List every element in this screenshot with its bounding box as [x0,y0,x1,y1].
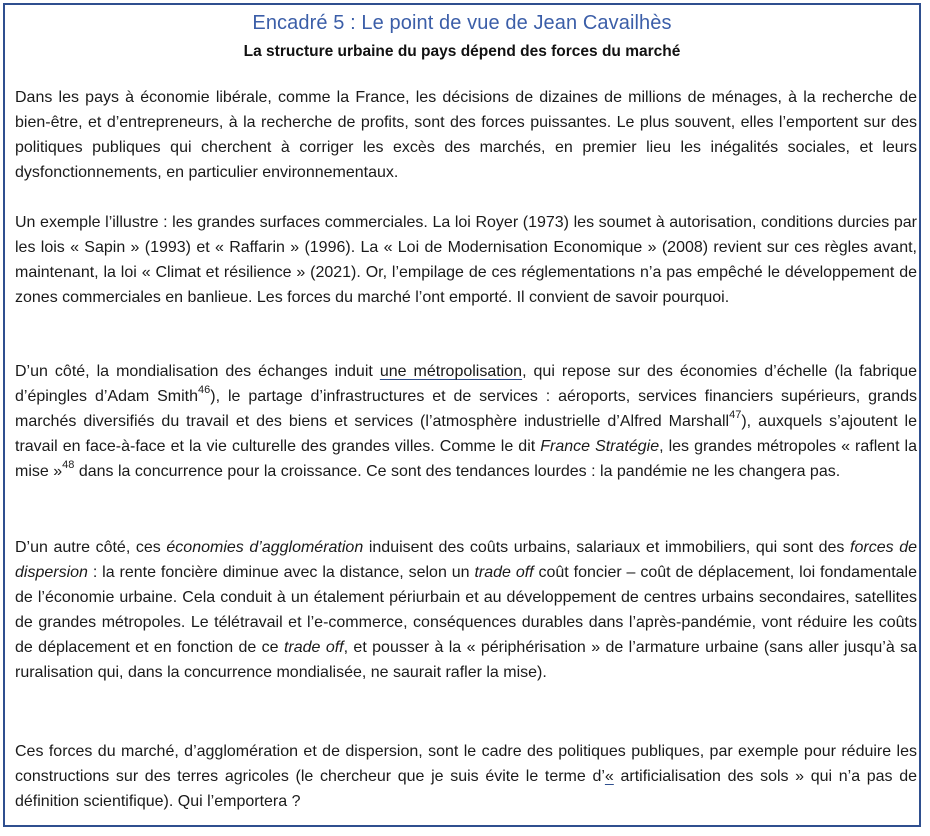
encadre-title: Encadré 5 : Le point de vue de Jean Cavailhès [252,12,672,34]
encadre-subtitle: La structure urbaine du pays dépend des forces du marché [243,43,681,60]
p5-text-a: Ces forces du marché, d’agglomération et de dispersion, sont le cadre des politiques publiques, par exemple pour réduire les constructions sur des terres agricoles (le chercheur que je suis évite le terme d’ [15,743,917,785]
p3-text-b: , qui repose sur des économies d’échelle (la fabrique d’épingles d’Adam Smith [15,363,918,405]
p3-text-d: ), auxquels s’ajoutent le travail en face-à-face et la vie culturelle des grandes villes. Comme le dit [15,413,918,455]
p4-text-e: , et pousser à la « périphérisation » de l’armature urbaine (sans aller jusqu’à sa ruralisation qui, dans la concurrence mondialisée, ne saurait rafler la mise). [15,639,918,681]
trade-off-italic-1: trade off [474,564,534,581]
dispersion-italic: forces de dispersion [15,539,918,581]
p4-text-c: : la rente foncière diminue avec la distance, selon un [87,564,475,581]
footnote-48[interactable]: 48 [62,458,75,471]
trade-off-italic-2: trade off [283,639,344,656]
paragraph-3 [15,359,917,484]
p3-text-e: , les grandes métropoles « raflent la mise » [15,438,918,480]
p3-text-f: dans la concurrence pour la croissance. Ce sont des tendances lourdes : la pandémie ne les changera pas. [74,463,841,480]
paragraph-4 [15,535,917,685]
paragraph-1: Dans les pays à économie libérale, comme la France, les décisions de dizaines de millions de ménages, à la recherche de bien-être, et d’entrepreneurs, à la recherche de profits, sont des forces puissantes. Le plus souvent, elles l’emportent sur des politiques publiques qui cherchent à corriger les excès des marchés, en premier lieu les inégalités sociales, et leurs dysfonctionnements, en particulier environnementaux. [15,89,917,181]
artificialisation-link[interactable]: « [604,768,614,785]
p5-text-b: artificialisation des sols » qui n’a pas de définition scientifique). Qui l’emportera ? [15,768,918,810]
paragraph-2: Un exemple l’illustre : les grandes surfaces commerciales. La loi Royer (1973) les soumet à autorisation, conditions durcies par les lois « Sapin » (1993) et « Raffarin » (1996). La « Loi de Modernisation Economique » (2008) revient sur ces règles avant, maintenant, la loi « Climat et résilience » (2021). Or, l’empilage de ces réglementations n’a pas empêché le développement de zones commerciales en banlieue. Les forces du marché l’ont emporté. Il convient de savoir pourquoi. [15,214,917,306]
p3-text-c: ), le partage d’infrastructures et de services : aéroports, services financiers supérieurs, grands marchés diversifiés du travail et des biens et services (l’atmosphère industrielle d’Alfred Marshall [15,388,918,430]
footnote-47[interactable]: 47 [729,408,742,421]
encadre-box [3,3,921,827]
france-strategie-italic: France Stratégie [540,438,660,455]
paragraph-5 [15,739,917,814]
p4-text-d: coût foncier – coût de déplacement, loi fondamentale de l’économie urbaine. Cela conduit à un étalement périurbain et au développement de centres urbains secondaires, satellites de grandes métropoles. Le télétravail et l’e-commerce, conséquences durables dans l’après-pandémie, vont réduire les coûts de déplacement et en fonction de ce [15,564,918,656]
p4-text-b: induisent des coûts urbains, salariaux et immobiliers, qui sont des [363,539,851,556]
p4-text-a: D’un autre côté, ces [15,539,167,556]
p3-text-a: D’un côté, la mondialisation des échanges induit [15,363,380,380]
footnote-46[interactable]: 46 [198,383,211,396]
metropolisation-link[interactable]: une métropolisation [379,363,523,380]
agglomeration-italic: économies d’agglomération [166,539,364,556]
